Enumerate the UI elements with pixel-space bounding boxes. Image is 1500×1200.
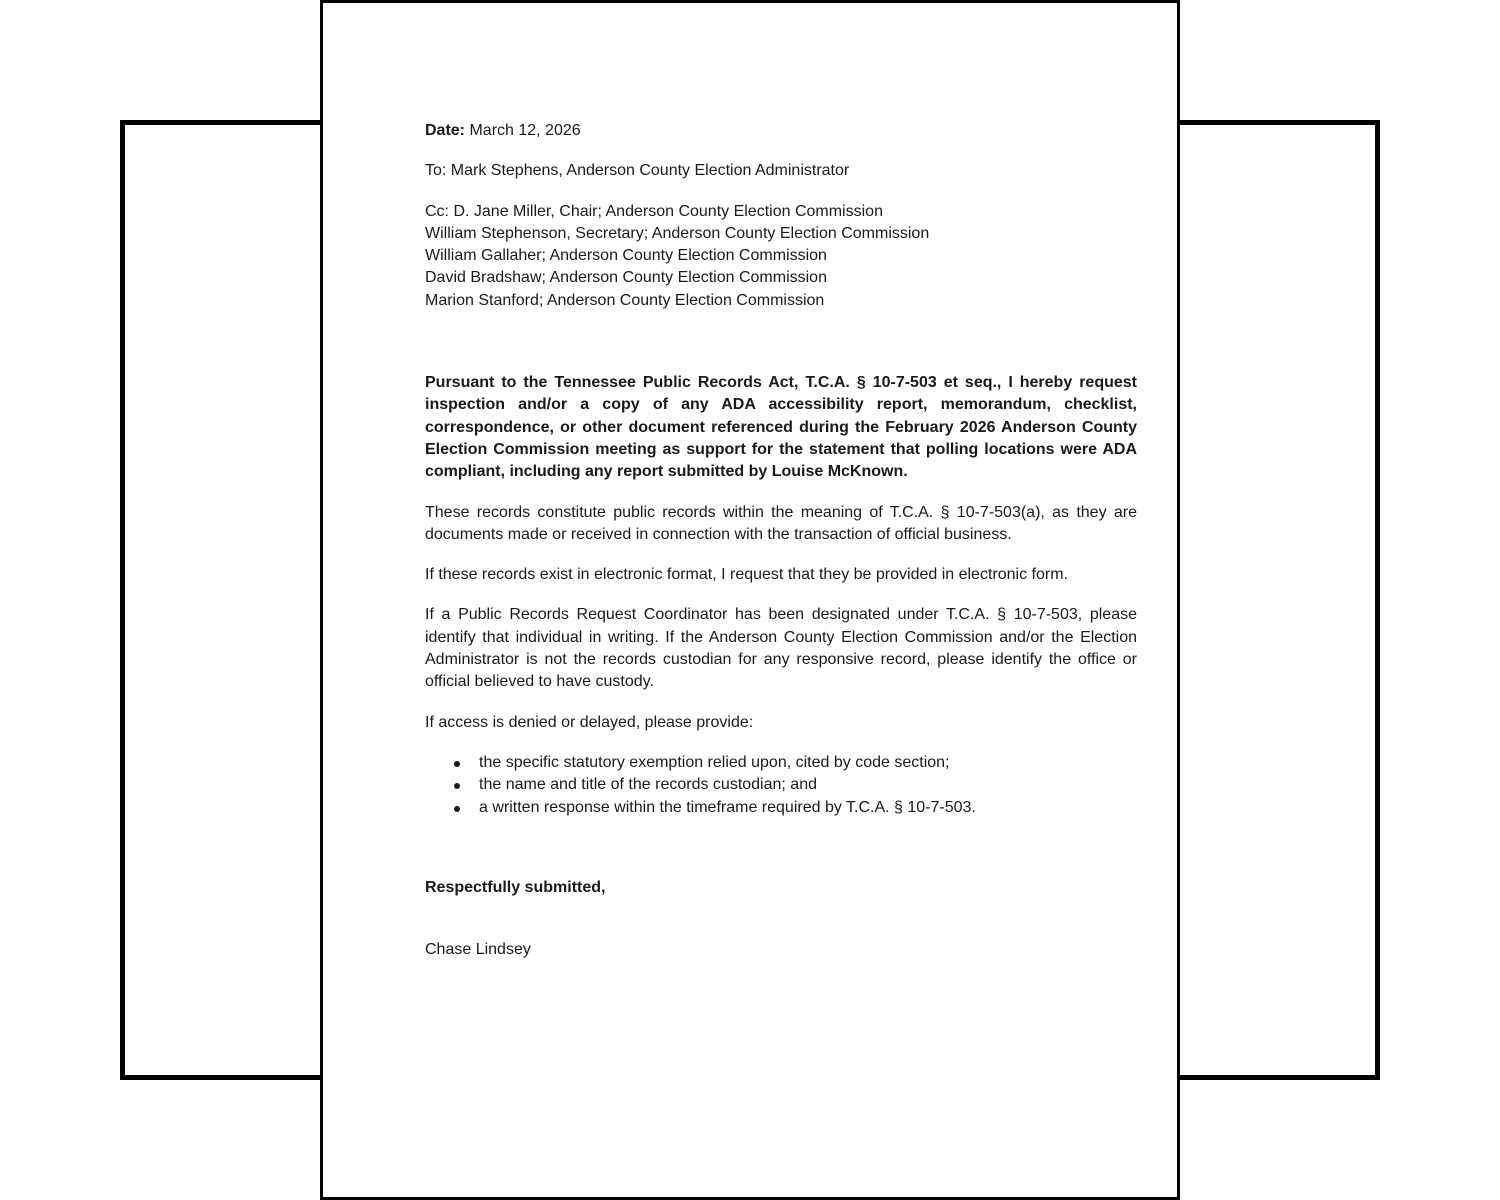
list-item: the specific statutory exemption relied upon, cited by code section; (479, 752, 1137, 774)
coordinator-paragraph: If a Public Records Request Coordinator has been designated under T.C.A. § 10-7-503, please identify that individual in writing. If the Anderson County Election Commission and/or the Election Administrator is not the records custodian for any responsive record, please identify the office or official believed to have custody. (425, 606, 1137, 691)
letter-body (425, 120, 1137, 961)
date-value: March 12, 2026 (469, 122, 581, 139)
date-line (425, 120, 1137, 142)
cc-line: William Gallaher; Anderson County Election Commission (425, 247, 827, 265)
list-item: the name and title of the records custodian; and (479, 774, 1137, 796)
request-paragraph: Pursuant to the Tennessee Public Records Act, T.C.A. § 10-7-503 et seq., I hereby request inspection and/or a copy of any ADA accessibility report, memorandum, checklist, correspondence, or other document referenced during the February 2026 Anderson County Election Commission meeting as support for the statement that polling locations were ADA compliant, including any report submitted by Louise McKnown. (425, 374, 1137, 481)
closing: Respectfully submitted, (425, 878, 606, 896)
electronic-format-paragraph: If these records exist in electronic format, I request that they be provided in electronic form. (425, 566, 1068, 584)
cc-line: Marion Stanford; Anderson County Election Commission (425, 291, 825, 309)
letter-page (320, 0, 1180, 1200)
cc-line: William Stephenson, Secretary; Anderson County Election Commission (425, 224, 930, 242)
list-item: a written response within the timeframe required by T.C.A. § 10-7-503. (479, 797, 1137, 819)
denial-intro: If access is denied or delayed, please provide: (425, 713, 754, 731)
cc-block (425, 201, 1137, 312)
public-records-paragraph: These records constitute public records within the meaning of T.C.A. § 10-7-503(a), as they are documents made or received in connection with the transaction of official business. (425, 503, 1137, 543)
cc-line: Cc: D. Jane Miller, Chair; Anderson County Election Commission (425, 202, 883, 220)
denial-list (425, 752, 1137, 819)
signature-name: Chase Lindsey (425, 941, 531, 959)
date-label: Date: (425, 122, 466, 139)
to-line: To: Mark Stephens, Anderson County Election Administrator (425, 162, 850, 180)
cc-line: David Bradshaw; Anderson County Election Commission (425, 269, 827, 287)
